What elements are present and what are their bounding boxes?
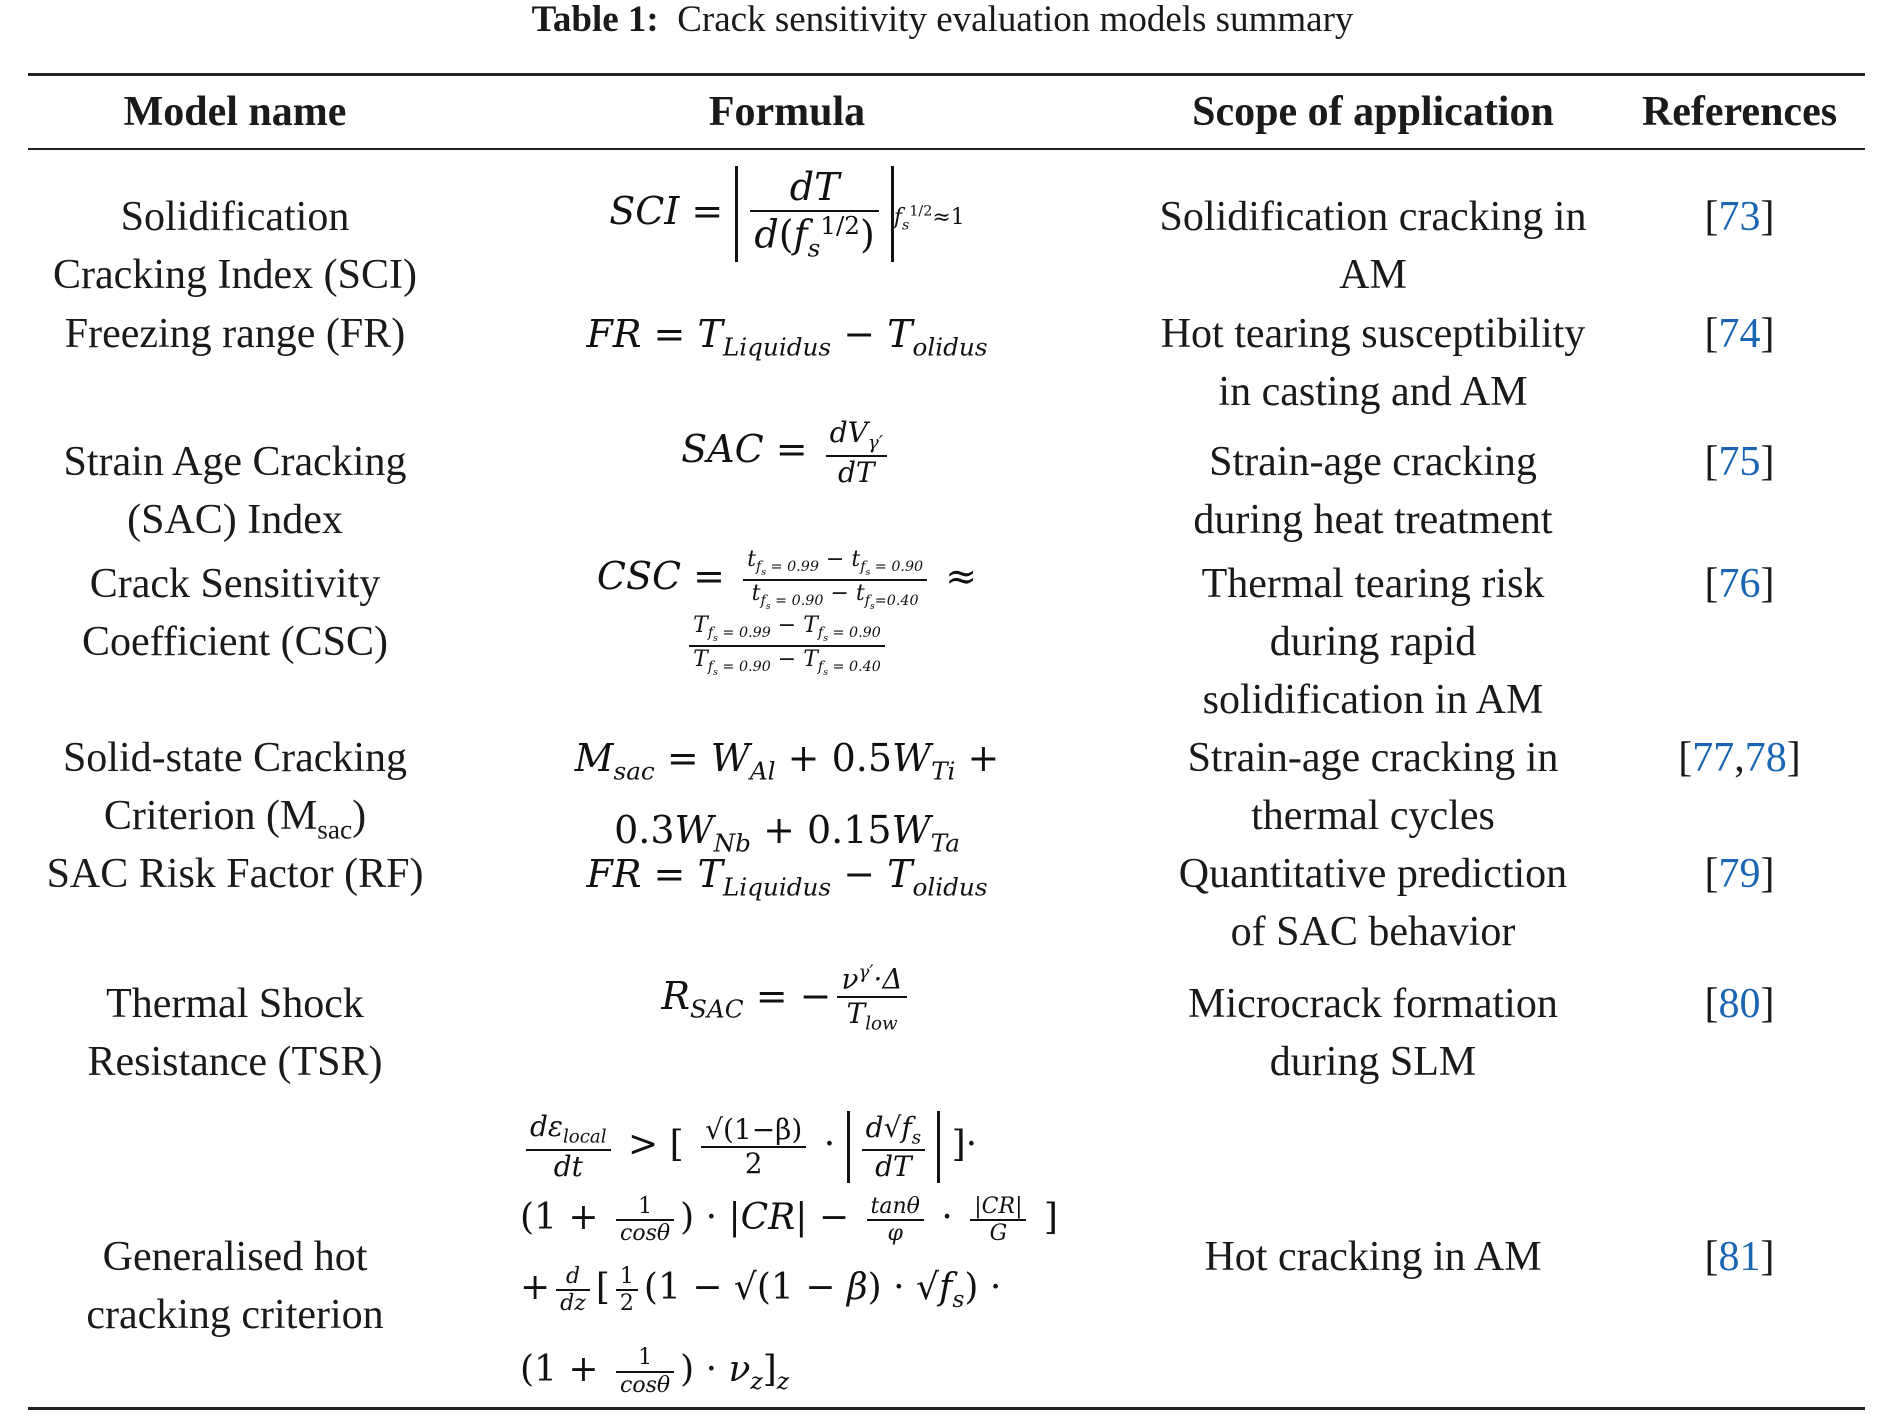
scope-line: Thermal tearing risk <box>1201 561 1545 607</box>
scope-cell <box>1132 555 1614 729</box>
formula-sci: SCI = $\frac{dT}{d(f_s^{1/2})}$ $f_s^{1/2}\approx 1$ <box>609 165 965 262</box>
bottom-rule <box>28 1407 1865 1410</box>
scope-cell <box>1132 305 1614 421</box>
reference-cell: [74] <box>1704 311 1775 357</box>
header-scope: Scope of application <box>1192 89 1554 135</box>
caption-text: Crack sensitivity evaluation models summary <box>677 0 1354 40</box>
scope-line: thermal cycles <box>1251 793 1495 839</box>
reference-link[interactable]: 75 <box>1718 439 1761 485</box>
scope-line: Strain-age cracking <box>1209 439 1537 485</box>
formula-rf: FR = $T_{Liquidus} - T_{olidus}$ <box>586 852 988 902</box>
model-name-line: Thermal Shock <box>106 981 364 1027</box>
scope-cell <box>1132 845 1614 961</box>
caption-label: Table 1: <box>531 0 659 40</box>
reference-separator: , <box>1734 735 1745 781</box>
formula-tsr: $R_{SAC}$ = − $\frac{\nu^{\gamma'}\cdot\Delta}{T_{low}}$ <box>442 963 1132 1038</box>
scope-line: Microcrack formation <box>1188 981 1558 1027</box>
model-name-line: Solid-state Cracking <box>62 735 408 781</box>
scope-line: Solidification cracking in <box>1159 194 1587 240</box>
model-name-line: Generalised hot <box>102 1234 368 1280</box>
header-formula: Formula <box>708 89 866 135</box>
model-name-subscript: sac <box>317 814 353 845</box>
model-name-line: Resistance (TSR) <box>87 1039 383 1085</box>
reference-link[interactable]: 77 <box>1692 735 1735 781</box>
header-references: References <box>1641 89 1838 135</box>
model-name-line: cracking criterion <box>86 1292 384 1338</box>
model-name-cell <box>28 975 442 1091</box>
top-rule <box>28 73 1865 76</box>
model-name-line: Criterion (M <box>103 793 318 839</box>
model-name-cell <box>28 188 442 304</box>
model-name-line: Crack Sensitivity <box>89 561 381 607</box>
reference-link[interactable]: 76 <box>1718 561 1761 607</box>
scope-cell <box>1132 1228 1614 1286</box>
model-name-cell <box>28 1228 442 1344</box>
reference-cell: [73] <box>1704 194 1775 240</box>
model-name-cell <box>28 433 442 549</box>
model-name-cell <box>28 305 442 363</box>
model-name-suffix: ) <box>352 793 367 839</box>
scope-line: Hot tearing susceptibility <box>1160 311 1586 357</box>
formula-generalised: $\frac{d\varepsilon_{local}}{dt}$ > [ $\frac{√(1-\beta)}{2}$ · $\frac{d√f_s}{dT}$ ]· (1 + $\frac{1}{\cos\theta}$ ) · |CR| − $\frac{\tan\theta}{\varphi}$ · $\frac{|CR|}{G}$ ] + $\frac{d}{dz}$ [ $\frac{1}{2}$ $(1 - √(1 - \beta) \cdot √f_s)$ · (1 + $\frac{1}{\cos\theta}$ ) · $\nu_z]_z$ <box>520 1110 1058 1398</box>
scope-line: Quantitative prediction <box>1178 851 1568 897</box>
model-name-cell <box>28 845 442 903</box>
reference-cell: [77,78] <box>1678 735 1801 781</box>
reference-cell: [80] <box>1704 981 1775 1027</box>
scope-line: AM <box>1339 252 1407 298</box>
formula-msac: $M_{sac} = W_{Al} + 0.5W_{Ti}$ + $0.3W_{Nb} + 0.15W_{Ta}$ <box>574 736 1000 858</box>
model-name-line: (SAC) Index <box>127 497 343 543</box>
scope-line: Hot cracking in AM <box>1204 1234 1542 1280</box>
reference-link[interactable]: 73 <box>1718 194 1761 240</box>
scope-line: solidification in AM <box>1202 677 1544 723</box>
scope-line: in casting and AM <box>1218 369 1528 415</box>
scope-line: during rapid <box>1269 619 1477 665</box>
model-name-cell <box>28 729 442 858</box>
reference-link[interactable]: 78 <box>1744 735 1787 781</box>
formula-fr: FR = $T_{Liquidus} - T_{olidus}$ <box>586 312 988 362</box>
reference-cell: [75] <box>1704 439 1775 485</box>
header-model-name: Model name <box>123 89 347 135</box>
scope-cell <box>1132 975 1614 1091</box>
model-name-line: Coefficient (CSC) <box>81 619 389 665</box>
formula-csc: CSC = $\frac{t_{f_s = 0.99} - t_{f_s = 0.90}}{t_{f_s = 0.90} - t_{f_s=0.40}}$ ≈ $\frac{T_{f_s = 0.99} - T_{f_s = 0.90}}{T_{f_s = 0.90} - T_{f_s = 0.40}}$ <box>596 547 978 679</box>
reference-cell: [79] <box>1704 851 1775 897</box>
model-name-line: Freezing range (FR) <box>64 311 406 357</box>
scope-line: of SAC behavior <box>1230 909 1516 955</box>
reference-cell: [76] <box>1704 561 1775 607</box>
reference-cell: [81] <box>1704 1234 1775 1280</box>
reference-link[interactable]: 74 <box>1718 311 1761 357</box>
scope-cell <box>1132 188 1614 304</box>
model-name-line: Strain Age Cracking <box>63 439 407 485</box>
model-name-line: Cracking Index (SCI) <box>53 252 417 298</box>
formula-sac: SAC = $\frac{dV_{\gamma'}}{dT}$ <box>442 417 1132 489</box>
scope-cell <box>1132 433 1614 549</box>
scope-line: during heat treatment <box>1193 497 1553 543</box>
model-name-line: Solidification <box>120 194 350 240</box>
reference-link[interactable]: 81 <box>1718 1234 1761 1280</box>
reference-link[interactable]: 80 <box>1718 981 1761 1027</box>
model-name-cell <box>28 555 442 671</box>
scope-cell <box>1132 729 1614 845</box>
scope-line: during SLM <box>1269 1039 1477 1085</box>
model-name-line: SAC Risk Factor (RF) <box>46 851 424 897</box>
scope-line: Strain-age cracking in <box>1187 735 1559 781</box>
table-caption <box>0 0 1885 46</box>
reference-link[interactable]: 79 <box>1718 851 1761 897</box>
header-rule <box>28 148 1865 150</box>
